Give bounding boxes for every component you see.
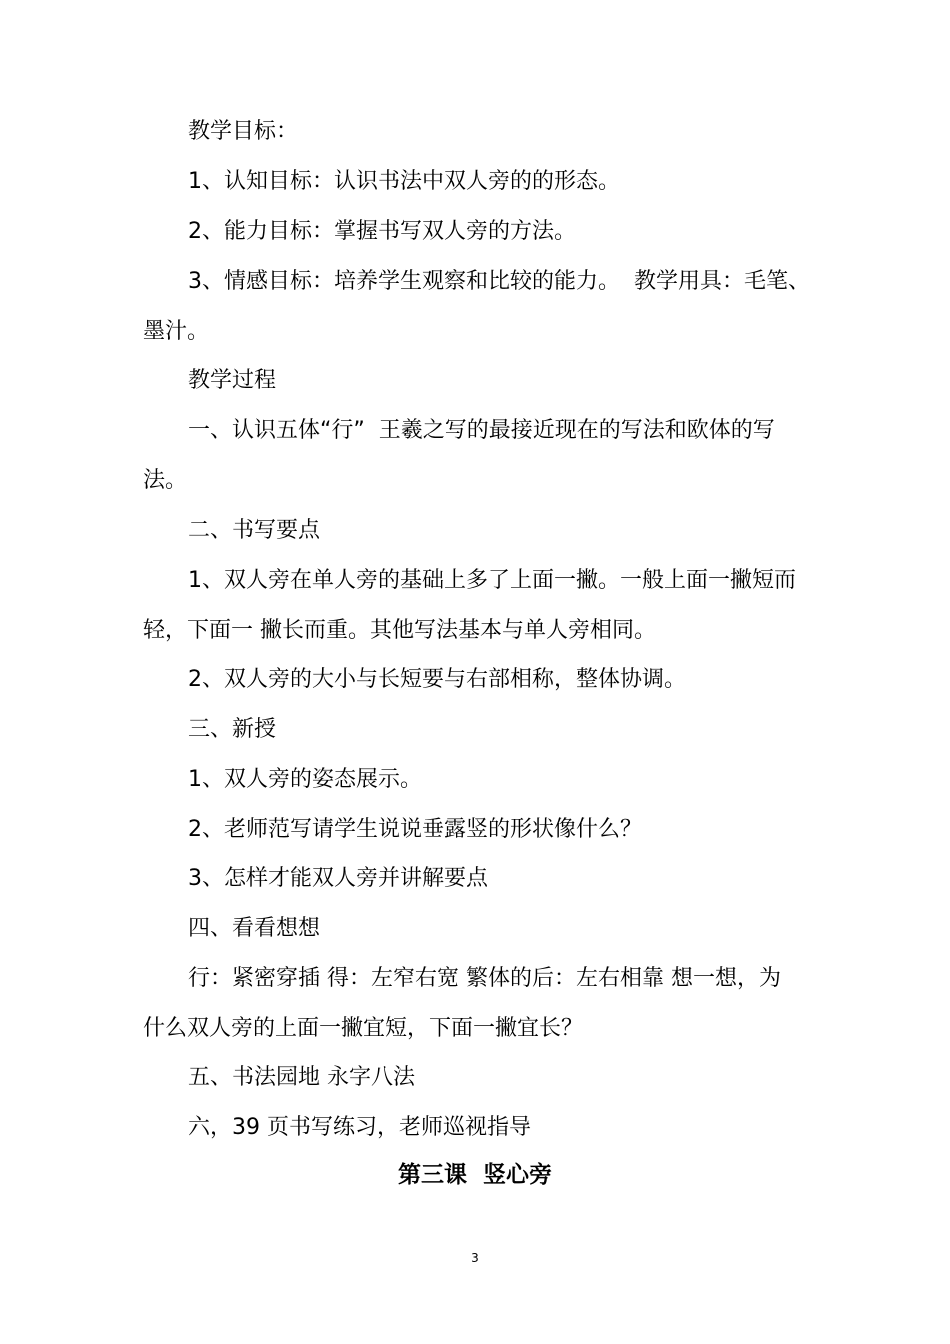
objective-cognitive: 1、认知目标：认识书法中双人旁的的形态。	[188, 169, 620, 194]
section-three-point-one: 1、双人旁的姿态展示。	[188, 767, 422, 792]
section-two-point-one-continued: 轻，下面一 撇长而重。其他写法基本与单人旁相同。	[143, 618, 656, 643]
section-six: 六，39 页书写练习，老师巡视指导	[188, 1115, 531, 1140]
section-one: 一、认识五体“行” 王羲之写的最接近现在的写法和欧体的写	[188, 418, 775, 443]
section-three-heading: 三、新授	[188, 717, 277, 742]
section-two-heading: 二、书写要点	[188, 518, 321, 543]
process-heading: 教学过程	[188, 368, 277, 393]
page-number: 3	[471, 1251, 479, 1265]
section-two-point-two: 2、双人旁的大小与长短要与右部相称，整体协调。	[188, 667, 686, 692]
section-one-continued: 法。	[143, 468, 188, 493]
section-three-point-two: 2、老师范写请学生说说垂露竖的形状像什么？	[188, 817, 642, 842]
objective-emotion-continued: 墨汁。	[143, 319, 210, 344]
section-four-content-continued: 什么双人旁的上面一撇宜短，下面一撇宜长？	[143, 1016, 584, 1041]
lesson-title: 第三课 竖心旁	[397, 1162, 552, 1188]
section-four-heading: 四、看看想想	[188, 916, 321, 941]
section-four-content: 行：紧密穿插 得：左窄右宽 繁体的后：左右相靠 想一想，为	[188, 966, 781, 991]
section-three-point-three: 3、怎样才能双人旁并讲解要点	[188, 866, 488, 891]
section-five: 五、书法园地 永字八法	[188, 1065, 415, 1090]
objective-emotion: 3、情感目标：培养学生观察和比较的能力。 教学用具：毛笔、	[188, 269, 810, 294]
section-two-point-one: 1、双人旁在单人旁的基础上多了上面一撇。一般上面一撇短而	[188, 568, 796, 593]
objective-ability: 2、能力目标：掌握书写双人旁的方法。	[188, 219, 576, 244]
objectives-heading: 教学目标：	[188, 119, 299, 144]
